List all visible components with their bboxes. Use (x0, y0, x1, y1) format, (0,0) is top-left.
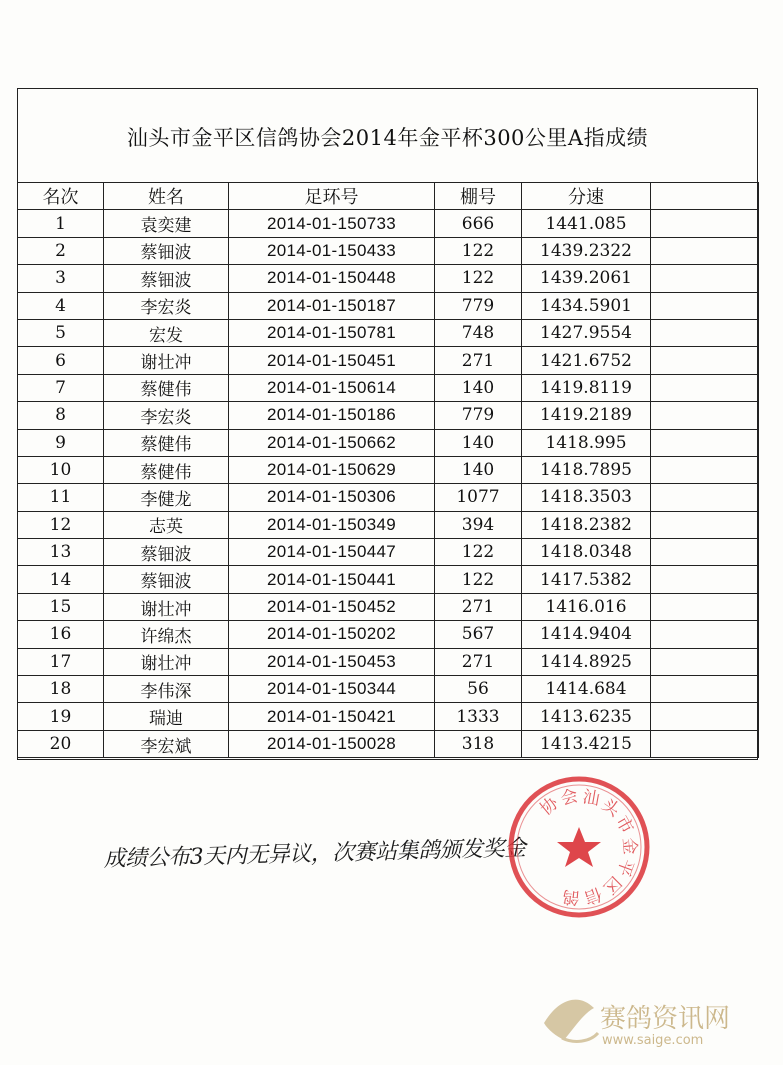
name-cell: 宏发 (104, 319, 229, 346)
speed-cell: 1439.2322 (522, 237, 651, 264)
speed-cell: 1421.6752 (522, 347, 651, 374)
name-cell: 蔡钿波 (104, 539, 229, 566)
rank-cell: 11 (18, 484, 104, 511)
speed-cell: 1418.7895 (522, 456, 651, 483)
svg-text:金: 金 (618, 836, 640, 856)
blank-cell (651, 730, 759, 757)
name-cell: 蔡健伟 (104, 456, 229, 483)
name-cell: 许绵杰 (104, 621, 229, 648)
loft-number-cell: 271 (435, 648, 522, 675)
ring-number-cell: 2014-01-150452 (229, 593, 435, 620)
rank-cell: 4 (18, 292, 104, 319)
ring-number-cell: 2014-01-150187 (229, 292, 435, 319)
speed-cell: 1427.9554 (522, 319, 651, 346)
loft-number-cell: 394 (435, 511, 522, 538)
loft-number-cell: 140 (435, 429, 522, 456)
speed-cell: 1413.4215 (522, 730, 651, 757)
svg-text:平: 平 (612, 855, 638, 879)
blank-cell (651, 566, 759, 593)
speed-cell: 1418.2382 (522, 511, 651, 538)
table-row (18, 730, 759, 757)
loft-number-cell: 1333 (435, 703, 522, 730)
table-row (18, 292, 759, 319)
name-cell: 李健龙 (104, 484, 229, 511)
table-row (18, 402, 759, 429)
name-cell: 蔡钿波 (104, 265, 229, 292)
rank-cell: 19 (18, 703, 104, 730)
rank-cell: 9 (18, 429, 104, 456)
rank-cell: 14 (18, 566, 104, 593)
rank-cell: 16 (18, 621, 104, 648)
name-cell: 蔡健伟 (104, 429, 229, 456)
speed-cell: 1414.9404 (522, 621, 651, 648)
speed-cell: 1417.5382 (522, 566, 651, 593)
svg-text:信: 信 (581, 882, 605, 908)
loft-number-cell: 122 (435, 539, 522, 566)
table-row (18, 347, 759, 374)
loft-number-cell: 271 (435, 593, 522, 620)
table-row (18, 539, 759, 566)
svg-text:头: 头 (597, 794, 624, 822)
rank-cell: 3 (18, 265, 104, 292)
rank-cell: 15 (18, 593, 104, 620)
blank-cell (651, 676, 759, 703)
rank-cell: 13 (18, 539, 104, 566)
name-cell: 蔡钿波 (104, 237, 229, 264)
table-row (18, 566, 759, 593)
speed-cell: 1439.2061 (522, 265, 651, 292)
name-cell: 瑞迪 (104, 703, 229, 730)
column-header-speed: 分速 (522, 183, 651, 210)
svg-text:区: 区 (598, 871, 625, 898)
speed-cell: 1434.5901 (522, 292, 651, 319)
speed-cell: 1418.0348 (522, 539, 651, 566)
blank-cell (651, 265, 759, 292)
rank-cell: 1 (18, 210, 104, 237)
ring-number-cell: 2014-01-150448 (229, 265, 435, 292)
blank-cell (651, 319, 759, 346)
table-row (18, 319, 759, 346)
ring-number-cell: 2014-01-150629 (229, 456, 435, 483)
column-header-rank: 名次 (18, 183, 104, 210)
table-row (18, 210, 759, 237)
ring-number-cell: 2014-01-150306 (229, 484, 435, 511)
loft-number-cell: 56 (435, 676, 522, 703)
name-cell: 袁奕建 (104, 210, 229, 237)
loft-number-cell: 748 (435, 319, 522, 346)
ring-number-cell: 2014-01-150028 (229, 730, 435, 757)
blank-cell (651, 402, 759, 429)
table-row (18, 703, 759, 730)
ring-number-cell: 2014-01-150453 (229, 648, 435, 675)
name-cell: 谢壮冲 (104, 648, 229, 675)
speed-cell: 1418.995 (522, 429, 651, 456)
name-cell: 蔡钿波 (104, 566, 229, 593)
column-header-blank (651, 183, 759, 210)
speed-cell: 1414.8925 (522, 648, 651, 675)
table-row (18, 237, 759, 264)
table-row (18, 484, 759, 511)
table-row (18, 456, 759, 483)
speed-cell: 1413.6235 (522, 703, 651, 730)
blank-cell (651, 210, 759, 237)
speed-cell: 1418.3503 (522, 484, 651, 511)
blank-cell (651, 593, 759, 620)
svg-text:会: 会 (558, 785, 581, 810)
name-cell: 蔡健伟 (104, 374, 229, 401)
rank-cell: 2 (18, 237, 104, 264)
ring-number-cell: 2014-01-150344 (229, 676, 435, 703)
speed-cell: 1441.085 (522, 210, 651, 237)
loft-number-cell: 1077 (435, 484, 522, 511)
column-header-ring: 足环号 (229, 183, 435, 210)
rank-cell: 18 (18, 676, 104, 703)
loft-number-cell: 140 (435, 374, 522, 401)
table-row (18, 593, 759, 620)
svg-text:汕: 汕 (581, 787, 602, 810)
handwritten-note: 成绩公布3天内无异议，次赛站集鸽颁发奖金 (103, 836, 526, 873)
rank-cell: 12 (18, 511, 104, 538)
loft-number-cell: 122 (435, 265, 522, 292)
ring-number-cell: 2014-01-150614 (229, 374, 435, 401)
table-row (18, 265, 759, 292)
rank-cell: 8 (18, 402, 104, 429)
ring-number-cell: 2014-01-150186 (229, 402, 435, 429)
page-title: 汕头市金平区信鸽协会2014年金平杯300公里A指成绩 (126, 126, 649, 150)
column-header-loft: 棚号 (435, 183, 522, 210)
ring-number-cell: 2014-01-150433 (229, 237, 435, 264)
ring-number-cell: 2014-01-150447 (229, 539, 435, 566)
speed-cell: 1419.8119 (522, 374, 651, 401)
speed-cell: 1416.016 (522, 593, 651, 620)
ring-number-cell: 2014-01-150202 (229, 621, 435, 648)
blank-cell (651, 703, 759, 730)
watermark-url: www.saige.com (602, 1033, 704, 1048)
association-seal-icon (504, 772, 654, 922)
loft-number-cell: 318 (435, 730, 522, 757)
blank-cell (651, 621, 759, 648)
svg-text:协: 协 (536, 793, 563, 820)
svg-text:市: 市 (611, 812, 637, 838)
name-cell: 志英 (104, 511, 229, 538)
speed-cell: 1419.2189 (522, 402, 651, 429)
ring-number-cell: 2014-01-150451 (229, 347, 435, 374)
loft-number-cell: 122 (435, 237, 522, 264)
name-cell: 李伟深 (104, 676, 229, 703)
name-cell: 李宏斌 (104, 730, 229, 757)
blank-cell (651, 429, 759, 456)
rank-cell: 10 (18, 456, 104, 483)
ring-number-cell: 2014-01-150421 (229, 703, 435, 730)
name-cell: 李宏炎 (104, 402, 229, 429)
blank-cell (651, 347, 759, 374)
svg-text:鸽: 鸽 (561, 885, 581, 908)
blank-cell (651, 648, 759, 675)
table-row (18, 621, 759, 648)
ring-number-cell: 2014-01-150662 (229, 429, 435, 456)
name-cell: 谢壮冲 (104, 347, 229, 374)
rank-cell: 5 (18, 319, 104, 346)
table-header-row (18, 183, 759, 210)
blank-cell (651, 237, 759, 264)
blank-cell (651, 539, 759, 566)
speed-cell: 1414.684 (522, 676, 651, 703)
column-header-name: 姓名 (104, 183, 229, 210)
table-row (18, 648, 759, 675)
name-cell: 李宏炎 (104, 292, 229, 319)
blank-cell (651, 484, 759, 511)
rank-cell: 7 (18, 374, 104, 401)
table-row (18, 676, 759, 703)
loft-number-cell: 779 (435, 402, 522, 429)
loft-number-cell: 666 (435, 210, 522, 237)
rank-cell: 6 (18, 347, 104, 374)
table-row (18, 374, 759, 401)
blank-cell (651, 511, 759, 538)
rank-cell: 17 (18, 648, 104, 675)
blank-cell (651, 456, 759, 483)
name-cell: 谢壮冲 (104, 593, 229, 620)
blank-cell (651, 292, 759, 319)
table-row (18, 429, 759, 456)
loft-number-cell: 567 (435, 621, 522, 648)
loft-number-cell: 271 (435, 347, 522, 374)
table-row (18, 511, 759, 538)
ring-number-cell: 2014-01-150733 (229, 210, 435, 237)
table-body (18, 210, 759, 758)
rank-cell: 20 (18, 730, 104, 757)
blank-cell (651, 374, 759, 401)
ring-number-cell: 2014-01-150781 (229, 319, 435, 346)
results-table (17, 182, 759, 758)
loft-number-cell: 122 (435, 566, 522, 593)
ring-number-cell: 2014-01-150441 (229, 566, 435, 593)
ring-number-cell: 2014-01-150349 (229, 511, 435, 538)
loft-number-cell: 779 (435, 292, 522, 319)
watermark-text: 赛鸽资讯网 (600, 1004, 731, 1034)
loft-number-cell: 140 (435, 456, 522, 483)
